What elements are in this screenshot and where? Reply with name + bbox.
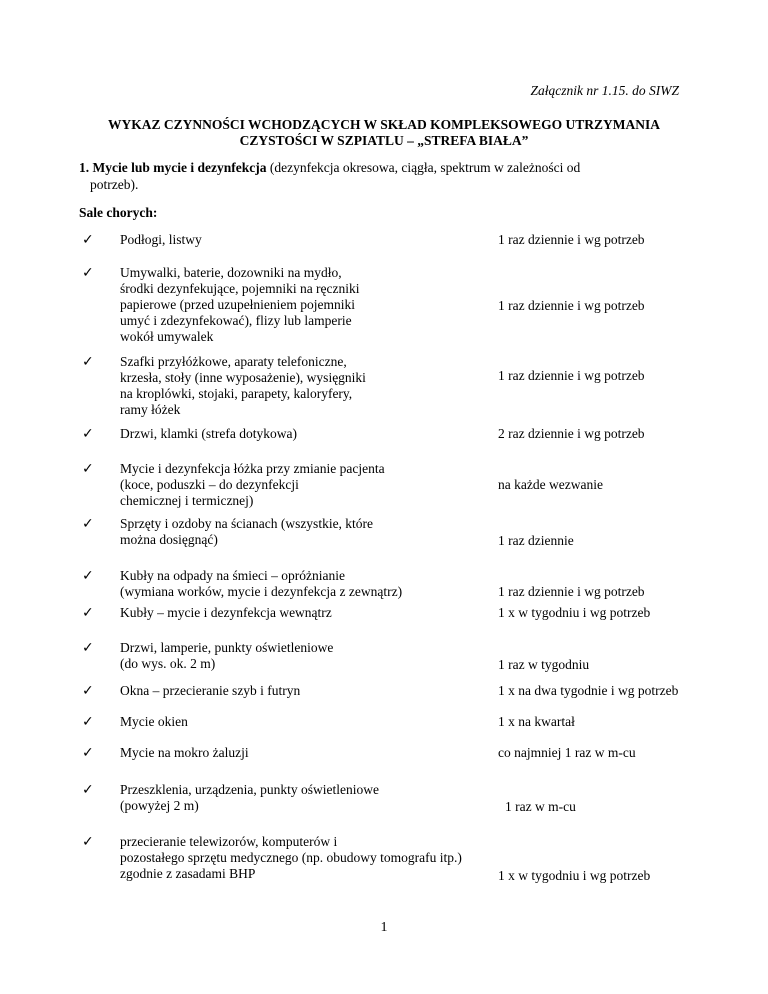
checkmark-icon: ✓ [82, 834, 94, 850]
section-1-description: (dezynfekcja okresowa, ciągła, spektrum w zależności od [266, 160, 581, 175]
task-description: Podłogi, listwy [120, 232, 202, 247]
task-description: Kubły na odpady na śmieci – opróżnianie (wymiana worków, mycie i dezynfekcja z zewnątrz) [120, 568, 403, 599]
task-frequency: 1 raz w tygodniu [498, 657, 590, 672]
checkmark-icon: ✓ [82, 232, 94, 248]
checkmark-icon: ✓ [82, 265, 94, 281]
task-frequency: na każde wezwanie [498, 477, 603, 492]
task-description: Drzwi, lamperie, punkty oświetleniowe (do wys. ok. 2 m) [120, 640, 334, 671]
checkmark-icon: ✓ [82, 605, 94, 621]
task-description: Przeszklenia, urządzenia, punkty oświetleniowe (powyżej 2 m) [120, 782, 380, 813]
title-line-1: WYKAZ CZYNNOŚCI WCHODZĄCYCH W SKŁAD KOMPLEKSOWEGO UTRZYMANIA [107, 117, 661, 132]
task-description: Umywalki, baterie, dozowniki na mydło, środki dezynfekujące, pojemniki na ręczniki papierowe (przed uzupełnieniem pojemniki umyć i zdezynfekować), flizy lub lamperie wokół umywalek [120, 265, 360, 344]
page-number: 1 [380, 920, 388, 935]
section-1-description-cont: potrzeb). [90, 177, 139, 192]
checkmark-icon: ✓ [82, 714, 94, 730]
task-description: Mycie na mokro żaluzji [120, 745, 249, 760]
title-line-2: CZYSTOŚCI W SZPIATLU – „STREFA BIAŁA” [239, 133, 529, 148]
task-frequency: 1 x na kwartał [498, 714, 575, 729]
task-frequency: 1 raz dziennie i wg potrzeb [498, 298, 645, 313]
subsection-heading: Sale chorych: [79, 205, 158, 220]
task-frequency: 1 x w tygodniu i wg potrzeb [498, 605, 651, 620]
task-description: Mycie i dezynfekcja łóżka przy zmianie pacjenta (koce, poduszki – do dezynfekcji chemicznej i termicznej) [120, 461, 385, 508]
checkmark-icon: ✓ [82, 640, 94, 656]
task-description: przecieranie telewizorów, komputerów i pozostałego sprzętu medycznego (np. obudowy tomografu itp.) zgodnie z zasadami BHP [120, 834, 462, 881]
task-frequency: 1 raz dziennie i wg potrzeb [498, 232, 645, 247]
section-1-title: 1. Mycie lub mycie i dezynfekcja [79, 160, 267, 175]
annex-reference: Załącznik nr 1.15. do SIWZ [530, 83, 679, 98]
task-frequency: 1 raz dziennie i wg potrzeb [498, 368, 645, 383]
checkmark-icon: ✓ [82, 354, 94, 370]
checkmark-icon: ✓ [82, 426, 94, 442]
task-frequency: 1 x w tygodniu i wg potrzeb [498, 868, 651, 883]
section-1-heading [79, 159, 693, 193]
task-frequency: 1 raz w m-cu [505, 799, 576, 814]
task-description: Kubły – mycie i dezynfekcja wewnątrz [120, 605, 332, 620]
checkmark-icon: ✓ [82, 516, 94, 532]
task-description: Szafki przyłóżkowe, aparaty telefoniczne, krzesła, stoły (inne wyposażenie), wysięgniki na kroplówki, stojaki, parapety, kaloryfery, ramy łóżek [120, 354, 366, 417]
task-frequency: 1 raz dziennie i wg potrzeb [498, 584, 645, 599]
task-description: Sprzęty i ozdoby na ścianach (wszystkie, które można dosięgnąć) [120, 516, 374, 547]
task-frequency: 1 raz dziennie [498, 533, 574, 548]
task-frequency: 1 x na dwa tygodnie i wg potrzeb [498, 683, 679, 698]
checkmark-icon: ✓ [82, 683, 94, 699]
checkmark-icon: ✓ [82, 745, 94, 761]
task-frequency: 2 raz dziennie i wg potrzeb [498, 426, 645, 441]
checkmark-icon: ✓ [82, 461, 94, 477]
task-description: Drzwi, klamki (strefa dotykowa) [120, 426, 297, 441]
checkmark-icon: ✓ [82, 568, 94, 584]
task-frequency: co najmniej 1 raz w m-cu [498, 745, 636, 760]
task-description: Mycie okien [120, 714, 188, 729]
checkmark-icon: ✓ [82, 782, 94, 798]
document-title [60, 117, 708, 149]
task-description: Okna – przecieranie szyb i futryn [120, 683, 301, 698]
